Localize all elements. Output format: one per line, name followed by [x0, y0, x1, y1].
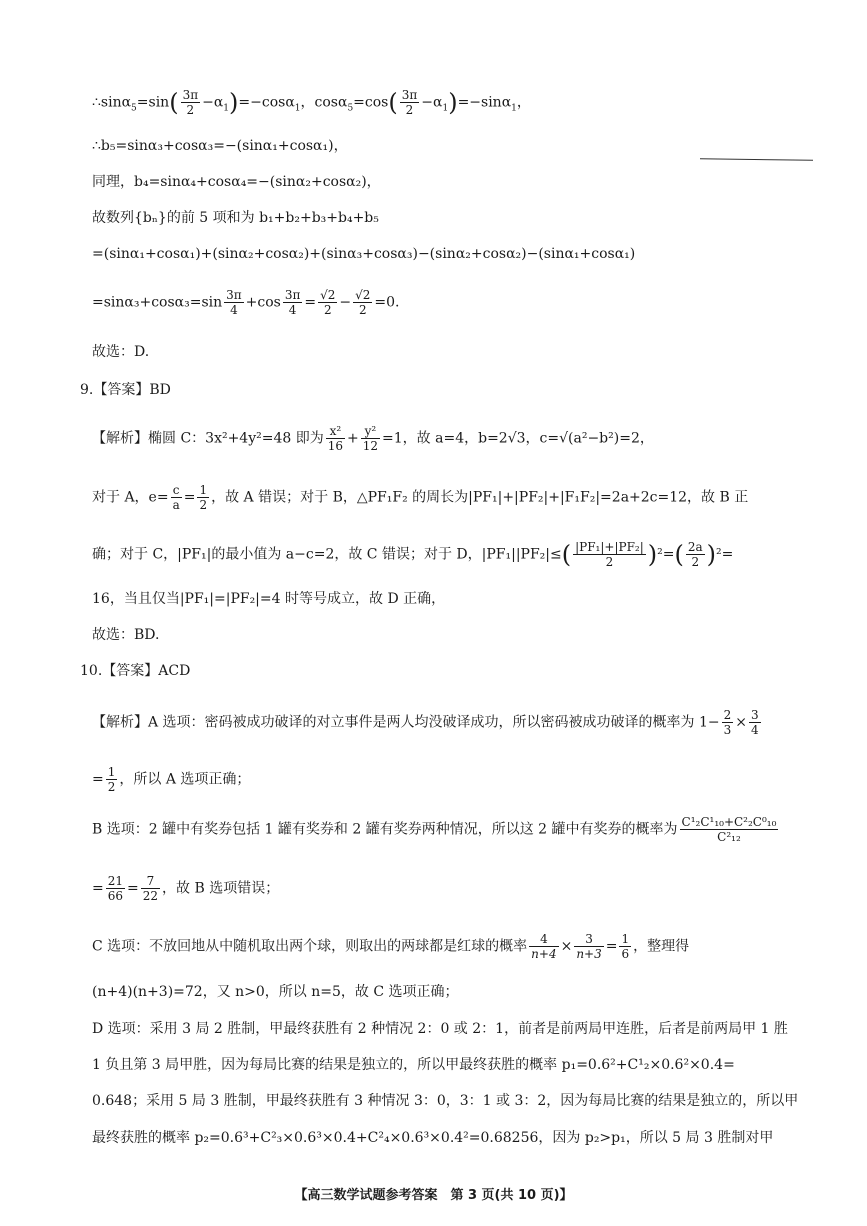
text: 【解析】A 选项：密码被成功破译的对立事件是两人均没破译成功，所以密码被成功破译的概率为 1−	[92, 714, 720, 731]
fraction: $\frac{3\pi}{2}$	[182, 88, 199, 117]
line-3: 同理，b₄=sinα₄+cosα₄=−(sinα₂+cosα₂)，	[92, 174, 381, 190]
line-6	[92, 288, 400, 317]
text: 对于 A，e=	[92, 489, 169, 506]
line-2: ∴b₅=sinα₃+cosα₃=−(sinα₁+cosα₁)，	[92, 138, 348, 154]
text: =−sinα	[457, 94, 512, 111]
analysis-10-line-2	[92, 765, 250, 794]
fraction: $\frac{1}{2}$	[199, 483, 208, 512]
text: ²=	[716, 546, 734, 563]
fraction: $\frac{3}{4}$	[751, 708, 759, 737]
analysis-10-line-1	[92, 708, 763, 737]
fraction: $\frac{1}{2}$	[107, 765, 116, 794]
line-5: =(sinα₁+cosα₁)+(sinα₂+cosα₂)+(sinα₃+cosα₃)−(sinα₂+cosα₂)−(sinα₁+cosα₁)	[92, 246, 636, 262]
fraction: $\frac{c}{a}$	[172, 483, 180, 512]
text: =	[183, 489, 196, 506]
fraction: $\frac{\text{x²}}{16}$	[327, 424, 344, 453]
text: =−cosα	[238, 94, 295, 111]
fraction: $\frac{3\pi}{4}$	[284, 288, 301, 317]
text: =	[92, 880, 104, 897]
text: ，cosα	[300, 94, 348, 111]
text: =	[304, 294, 317, 311]
text: ，整理得	[633, 938, 690, 955]
text: ，所以 A 选项正确；	[119, 771, 251, 788]
text: ，故 A 错误；对于 B，△PF₁F₂ 的周长为|PF₁|+|PF₂|+|F₁F₂|=2a+2c=12，故 B 正	[211, 489, 749, 506]
fraction: $\frac{4}{n+4}$	[531, 932, 557, 961]
text: =1，故 a=4，b=2√3，c=√(a²−b²)=2，	[382, 430, 654, 447]
text: 确；对于 C，|PF₁|的最小值为 a−c=2，故 C 错误；对于 D，|PF₁||PF₂|≤	[92, 546, 562, 563]
text: =cos	[353, 94, 389, 111]
line-1: ∴sinα$_5$=sin( $\frac{3\pi}{2}$ $-\alpha_1)=-\cos\alpha_1$，cosα$_5$=cos( $\frac{3\pi}{2}$ $-\alpha_1)=-\sin\alpha_1$，	[92, 88, 531, 117]
fraction: $\frac{\text{C¹₂C¹₁₀+C²₂C⁰₁₀}}{\text{C²₁₂}}$	[681, 815, 777, 844]
analysis-9-line-2	[92, 483, 748, 512]
fraction: $\frac{3\pi}{2}$	[401, 88, 418, 117]
fraction: $\frac{3}{n+3}$	[576, 932, 602, 961]
text: =sinα₃+cosα₃=sin	[92, 294, 223, 311]
fraction: $\frac{2a}{2}$	[687, 540, 703, 569]
decorative-rule	[700, 158, 813, 161]
text: =0.	[374, 294, 400, 311]
analysis-10-line-3	[92, 815, 780, 844]
text: C 选项：不放回地从中随机取出两个球，则取出的两球都是红球的概率	[92, 938, 528, 955]
fraction: $\frac{√2}{2}$	[355, 288, 371, 317]
text: +	[347, 430, 359, 447]
analysis-9-line-3: 确；对于 C，|PF₁|的最小值为 a−c=2，故 C 错误；对于 D，|PF₁||PF₂|≤( $\frac{\text{|PF₁|+|PF₂|}}{2}$ )²=( $\frac{2a}{2}$ )²=	[92, 540, 734, 569]
analysis-10-line-4	[92, 874, 279, 903]
text: ，	[516, 94, 531, 111]
analysis-10-line-9: 0.648；采用 5 局 3 胜制，甲最终获胜有 3 种情况 3：0，3：1 或 3：2，因为每局比赛的结果是独立的，所以甲	[92, 1093, 799, 1109]
text: B 选项：2 罐中有奖券包括 1 罐有奖券和 2 罐有奖券两种情况，所以这 2 罐中有奖券的概率为	[92, 821, 678, 838]
text: −α	[421, 94, 443, 111]
fraction: $\frac{1}{6}$	[621, 932, 630, 961]
text: ×	[560, 938, 573, 955]
text: =	[92, 771, 104, 788]
fraction: $\frac{\text{y²}}{12}$	[362, 424, 379, 453]
text: =	[605, 938, 618, 955]
text: =sin	[136, 94, 170, 111]
fraction: $\frac{3\pi}{4}$	[226, 288, 242, 317]
fraction: $\frac{21}{66}$	[107, 874, 124, 903]
text: −α	[202, 94, 224, 111]
text: ²=	[657, 546, 675, 563]
fraction: $\frac{\text{|PF₁|+|PF₂|}}{2}$	[575, 540, 644, 569]
analysis-9-line-4: 16，当且仅当|PF₁|=|PF₂|=4 时等号成立，故 D 正确，	[92, 591, 446, 607]
analysis-10-line-7: D 选项：采用 3 局 2 胜制，甲最终获胜有 2 种情况 2：0 或 2：1，前者是前两局甲连胜，后者是前两局甲 1 胜	[92, 1021, 788, 1037]
text: ×	[735, 714, 748, 731]
analysis-10-line-5	[92, 932, 689, 961]
page-footer: 【高三数学试题参考答案 第 3 页(共 10 页)】	[294, 1188, 573, 1203]
analysis-9-line-1	[92, 424, 654, 453]
fraction: $\frac{7}{22}$	[142, 874, 159, 903]
text: ∴sinα	[92, 94, 132, 111]
text: −	[339, 294, 352, 311]
line-7: 故选：D.	[92, 344, 150, 360]
analysis-10-line-10: 最终获胜的概率 p₂=0.6³+C²₃×0.6³×0.4+C²₄×0.6³×0.4²=0.68256，因为 p₂>p₁，所以 5 局 3 胜制对甲	[92, 1130, 774, 1146]
answer-9: 9.【答案】BD	[80, 382, 171, 398]
text: 【解析】椭圆 C：3x²+4y²=48 即为	[92, 430, 324, 447]
line-4: 故数列{bₙ}的前 5 项和为 b₁+b₂+b₃+b₄+b₅	[92, 210, 379, 226]
analysis-10-line-6: (n+4)(n+3)=72，又 n>0，所以 n=5，故 C 选项正确；	[92, 984, 459, 1000]
fraction: $\frac{2}{3}$	[723, 708, 732, 737]
fraction: $\frac{√2}{2}$	[320, 288, 336, 317]
analysis-10-line-8: 1 负且第 3 局甲胜，因为每局比赛的结果是独立的，所以甲最终获胜的概率 p₁=0.6²+C¹₂×0.6²×0.4=	[92, 1057, 735, 1073]
text: =	[127, 880, 139, 897]
answer-10: 10.【答案】ACD	[80, 663, 191, 679]
text: +cos	[245, 294, 281, 311]
text: ，故 B 选项错误；	[162, 880, 280, 897]
analysis-9-line-5: 故选：BD.	[92, 627, 160, 643]
